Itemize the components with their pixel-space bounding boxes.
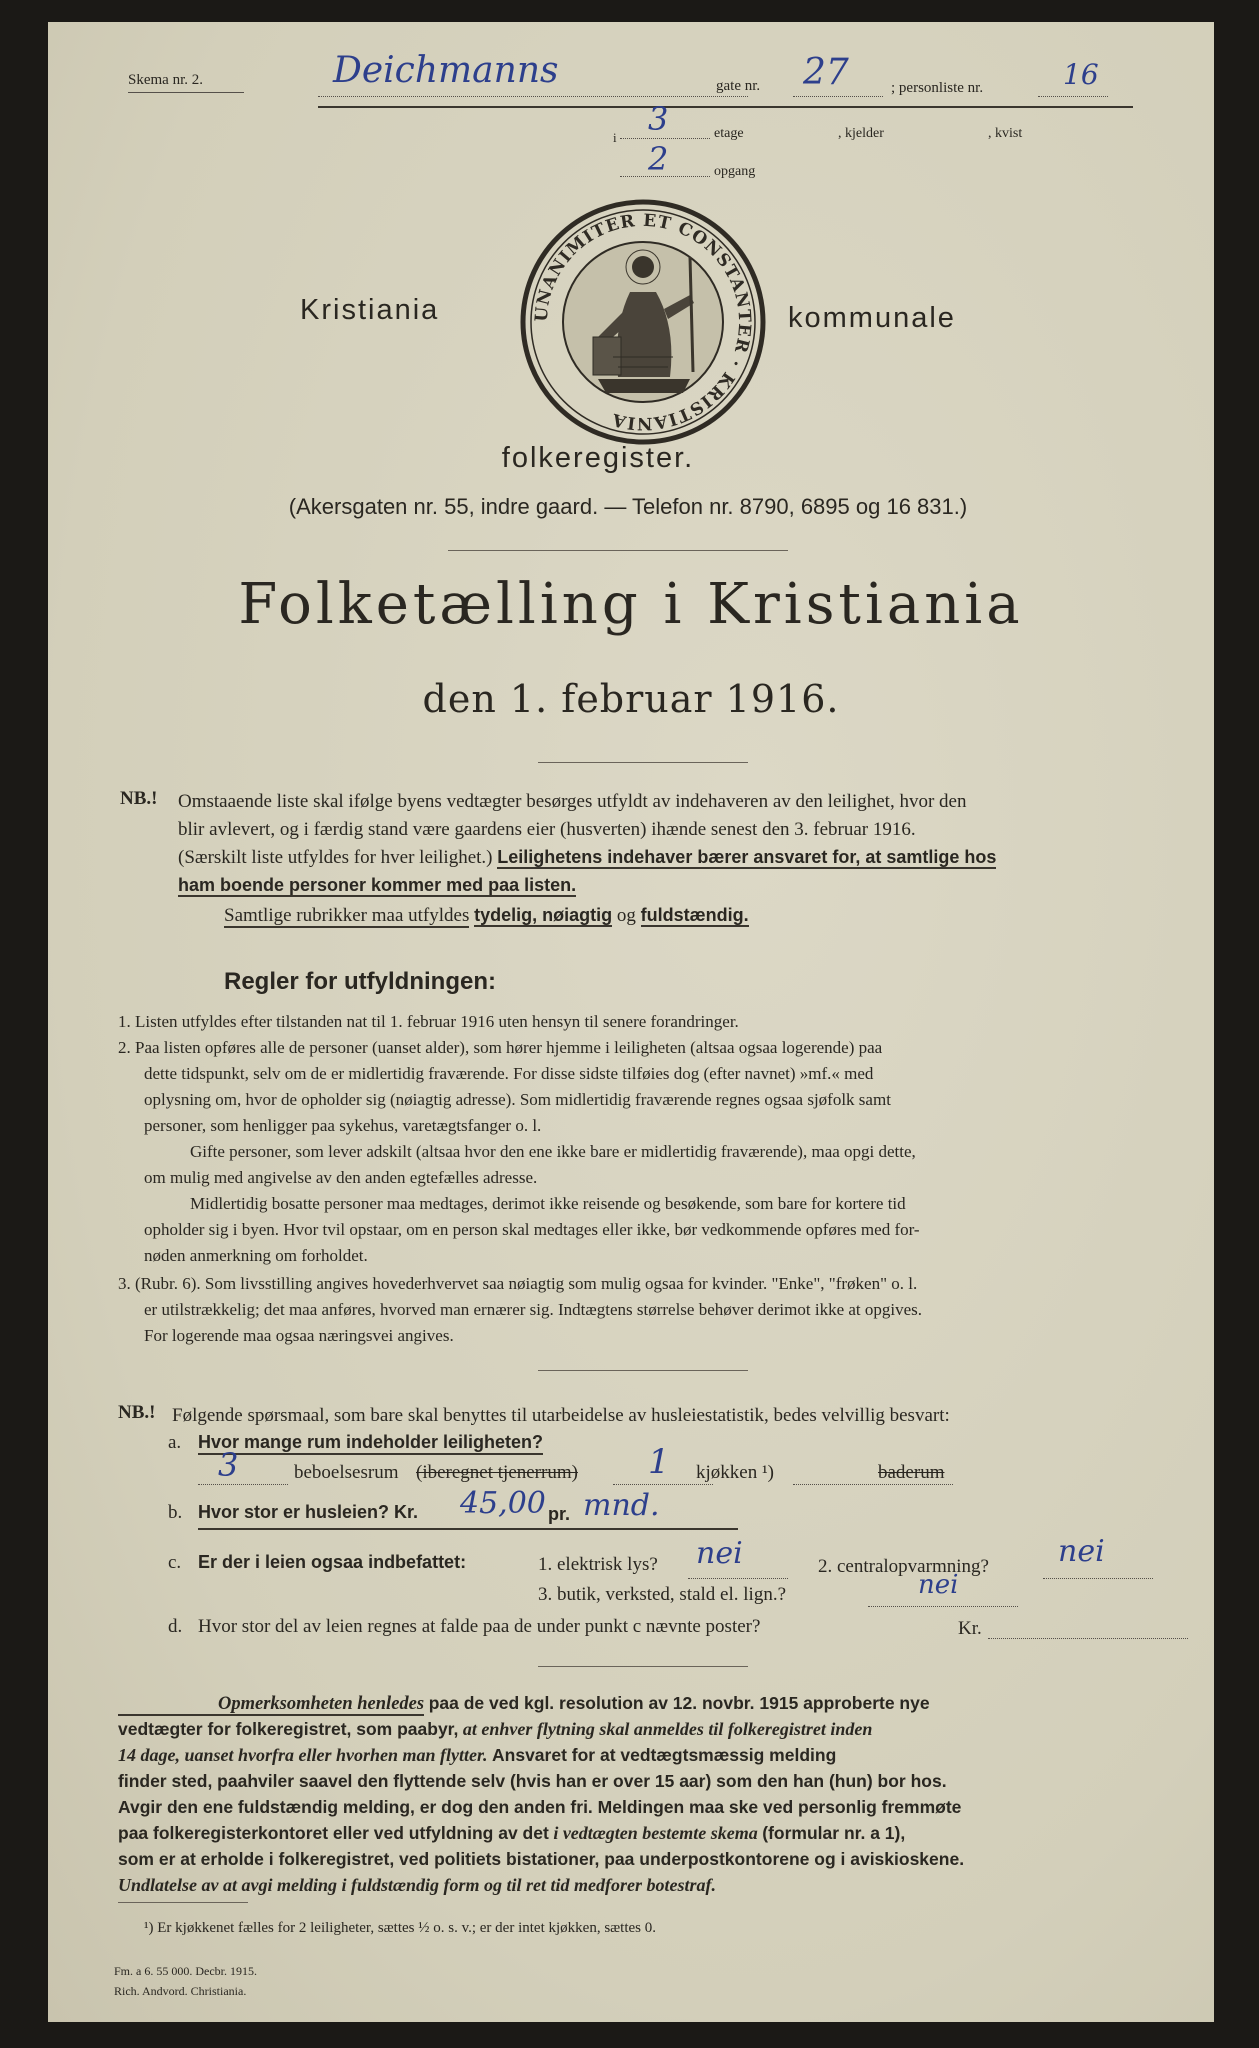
personliste-number[interactable]: 16 <box>1063 58 1099 91</box>
notice-l6b: i vedtægten bestemte skema <box>553 1823 758 1843</box>
rule-2e: Gifte personer, som lever adskilt (altsaa hvor den ene ikke bare er midlertidig fraværende), maa opgi dette, <box>190 1142 916 1161</box>
rent-amount[interactable]: 45,00 <box>460 1486 546 1521</box>
q-a-label: a. <box>168 1432 182 1453</box>
rent-per-label: pr. <box>548 1504 571 1524</box>
nb1-line3a: (Særskilt liste utfyldes for hver leilighet.) <box>178 847 493 868</box>
office-name: folkeregister. <box>501 442 695 474</box>
census-date: den 1. februar 1916. <box>422 677 840 721</box>
nb1-line1: Omstaaende liste skal ifølge byens vedtægter besørges utfyldt av indehaveren av den leilighet, hvor den <box>178 791 967 812</box>
opgang-value[interactable]: 2 <box>648 140 669 178</box>
q-d-label: d. <box>168 1616 183 1637</box>
notice-l6a: paa folkeregisterkontoret eller ved utfyldning av det <box>118 1823 549 1843</box>
q-c-question: Er der i leien ogsaa indbefattet: <box>198 1552 467 1572</box>
rules-heading: Regler for utfyldningen: <box>224 968 496 995</box>
i-label: i <box>613 130 617 145</box>
etage-label: etage <box>714 126 744 141</box>
notice-l1b: paa de ved kgl. resolution av 12. novbr. 1915 approberte nye <box>428 1693 930 1713</box>
q-c1-answer[interactable]: nei <box>696 1536 743 1571</box>
imprint-line1: Fm. a 6. 55 000. Decbr. 1915. <box>114 1964 257 1978</box>
kitchen-count[interactable]: 1 <box>648 1442 670 1482</box>
nb1-line5b: tydelig, nøiagtig <box>474 905 613 925</box>
kvist-label: , kvist <box>988 126 1023 141</box>
imprint-line2: Rich. Andvord. Christiania. <box>114 1984 247 1998</box>
rooms-count[interactable]: 3 <box>218 1446 239 1484</box>
rule-2i: nøden anmerkning om forholdet. <box>144 1246 368 1265</box>
nb1-line2: blir avlevert, og i færdig stand være gaardens eier (husverten) ihænde senest den 3. februar 1916. <box>178 819 916 840</box>
rule-2b: dette tidspunkt, selv om de er midlertidig fraværende. For disse sidste tilføies dog (efter navnet) »mf.« med <box>144 1064 874 1083</box>
nb1-line4: ham boende personer kommer med paa listen. <box>178 875 577 895</box>
rule-2h: opholder sig i byen. Hvor tvil opstaar, om en person skal medtages eller ikke, bør vedkommende opføres med for- <box>144 1220 920 1239</box>
nb1-line5d: fuldstændig. <box>640 905 749 925</box>
notice-l2b: at enhver flytning skal anmeldes til folkeregistret inden <box>462 1719 873 1739</box>
rule-2c: oplysning om, hvor de opholder sig (nøiagtig adresse). Som midlertidig fraværende regnes ogsaa sjøfolk samt <box>144 1090 891 1109</box>
rule-2a: 2. Paa listen opføres alle de personer (uanset alder), som hører hjemme i leiligheten (altsaa ogsaa logerende) paa <box>118 1038 883 1057</box>
gate-label: gate nr. <box>716 78 761 94</box>
street-name-handwritten[interactable]: Deichmanns <box>333 50 559 91</box>
rule-3c: For logerende maa ogsaa næringsvei angives. <box>144 1326 454 1345</box>
q-d-question: Hvor stor del av leien regnes at falde paa de under punkt c nævnte poster? <box>198 1616 761 1637</box>
skema-label: Skema nr. 2. <box>128 72 203 88</box>
rule-2d: personer, som henligger paa sykehus, varetægtsfanger o. l. <box>144 1116 542 1135</box>
notice-l5: Avgir den ene fuldstændig melding, er dog den anden fri. Meldingen maa ske ved personlig fremmøte <box>118 1797 962 1817</box>
personliste-label: ; personliste nr. <box>891 80 984 96</box>
q-c1-label: 1. elektrisk lys? <box>538 1554 658 1575</box>
nb2-mark: NB.! <box>118 1402 156 1423</box>
notice-l3b: Ansvaret for at vedtægtsmæssig melding <box>492 1745 837 1765</box>
q-d-kr: Kr. <box>958 1618 982 1639</box>
city-seal-icon <box>518 197 768 447</box>
rule-3a: 3. (Rubr. 6). Som livsstilling angives hovederhvervet saa nøiagtig som mulig ogsaa for kvinder. "Enke", "frøken" o. l. <box>118 1274 918 1293</box>
notice-l6c: (formular nr. a 1), <box>762 1823 906 1843</box>
census-form-page <box>48 22 1214 2022</box>
rule-2g: Midlertidig bosatte personer maa medtages, derimot ikke reisende og besøkende, som bare for kortere tid <box>190 1194 906 1213</box>
rule-3b: er utilstrækkelig; det maa anføres, hvorved man ernærer sig. Indtægtens størrelse behøver derimot ikke at opgives. <box>144 1300 923 1319</box>
q-b-label: b. <box>168 1502 183 1523</box>
q-c3-label: 3. butik, verksted, stald el. lign.? <box>538 1584 787 1605</box>
nb1-line3b: Leilighetens indehaver bærer ansvaret for, at samtlige hos <box>497 847 997 867</box>
rule-1: 1. Listen utfyldes efter tilstanden nat til 1. februar 1916 uten hensyn til senere forandringer. <box>118 1012 739 1031</box>
q-c3-answer[interactable]: nei <box>918 1570 959 1600</box>
notice-l7: som er at erholde i folkeregistret, ved politiets bistationer, paa underpostkontorene og i aviskioskene. <box>118 1849 965 1869</box>
seal-right-word: kommunale <box>788 302 956 334</box>
notice-l2a: vedtægter for folkeregistret, som paabyr, <box>118 1719 459 1739</box>
bath-label: baderum <box>878 1462 945 1483</box>
opgang-label: opgang <box>714 164 756 179</box>
nb1-line5a: Samtlige rubrikker maa utfyldes <box>224 905 470 926</box>
kjelder-label: , kjelder <box>838 126 884 141</box>
rule-2f: om mulig med angivelse av den anden egtefælles adresse. <box>144 1168 538 1187</box>
q-a-question: Hvor mange rum indeholder leiligheten? <box>198 1432 543 1455</box>
office-address: (Akersgaten nr. 55, indre gaard. — Telefon nr. 8790, 6895 og 16 831.) <box>288 494 968 519</box>
nb1-line5c: og <box>616 905 636 926</box>
seal-ring-text: UNANIMITER ET CONSTANTER · KRISTIANIA <box>531 210 755 434</box>
rooms-label: beboelsesrum <box>294 1462 399 1483</box>
notice-l8: Undlatelse av at avgi melding i fuldstændig form og til ret tid medforer botestraf. <box>118 1875 716 1895</box>
etage-value[interactable]: 3 <box>648 100 669 138</box>
nb1-mark: NB.! <box>120 788 158 809</box>
notice-l3a: 14 dage, uanset hvorfra eller hvorhen man flytter. <box>118 1745 488 1765</box>
rooms-struck-note: (iberegnet tjenerrum) <box>416 1462 578 1483</box>
q-c-label: c. <box>168 1552 182 1573</box>
notice-l1a: Opmerksomheten henledes <box>118 1694 424 1716</box>
gate-number[interactable]: 27 <box>803 52 849 93</box>
q-b-question: Hvor stor er husleien? Kr. <box>198 1502 419 1522</box>
notice-l4: finder sted, paahviler saavel den flyttende selv (hvis han er over 15 aar) som den han (hun) bor hos. <box>118 1771 947 1791</box>
q-c2-answer[interactable]: nei <box>1058 1534 1105 1569</box>
page-title: Folketælling i Kristiania <box>238 572 1024 637</box>
footnote: ¹) Er kjøkkenet fælles for 2 leiligheter, sættes ½ o. s. v.; er der intet kjøkken, sættes 0. <box>144 1920 656 1936</box>
rent-period[interactable]: mnd. <box>583 1488 660 1523</box>
kitchen-label: kjøkken ¹) <box>696 1462 774 1483</box>
seal-left-word: Kristiania <box>300 294 440 326</box>
nb2-intro: Følgende spørsmaal, som bare skal benyttes til utarbeidelse av husleiestatistik, bedes velvillig besvart: <box>172 1405 950 1426</box>
q-c2-label: 2. centralopvarmning? <box>818 1556 989 1577</box>
